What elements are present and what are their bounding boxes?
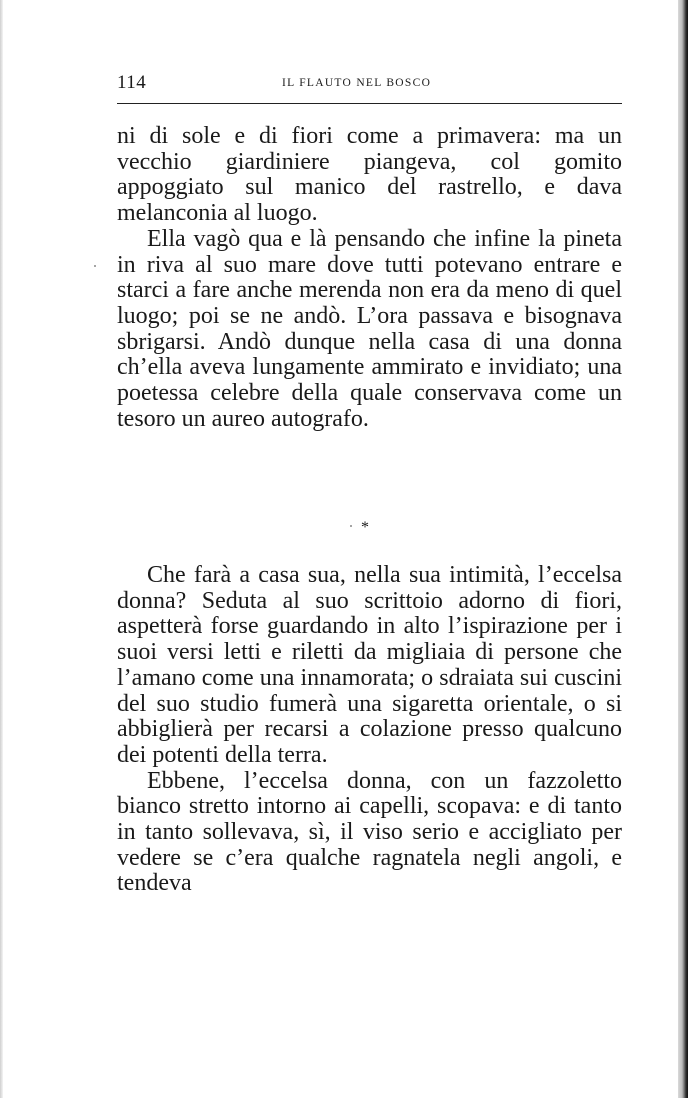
page-spine-shadow xyxy=(678,0,688,1098)
text-block-bottom xyxy=(117,563,622,897)
text-block-top xyxy=(117,124,622,432)
paper-speck xyxy=(94,265,96,267)
paper-speck xyxy=(350,525,352,527)
page-header xyxy=(117,70,622,96)
section-break-asterisk: * xyxy=(361,519,369,536)
header-rule xyxy=(117,103,622,104)
paragraph: Ebbene, l’eccelsa donna, con un fazzoletto bianco stretto intorno ai capelli, scopava: e di tanto in tanto sollevava, sì, il viso serio e accigliato per vedere se c’era qualche ragnatela negli angoli, e tendeva xyxy=(117,767,622,897)
paragraph: Ella vagò qua e là pensando che infine la pineta in riva al suo mare dove tutti potevano entrare e starci a fare anche merenda non era da meno di quel luogo; poi se ne andò. L’ora passava e bisognava sbrigarsi. Andò dunque nella casa di una donna ch’ella aveva lungamente ammirato e invidiato; una poetessa celebre della quale conservava come un tesoro un aureo autografo. xyxy=(117,225,622,432)
paragraph: Che farà a casa sua, nella sua intimità, l’eccelsa donna? Seduta al suo scrittoio adorno di fiori, aspetterà forse guardando in alto l’ispirazione per i suoi versi letti e riletti da migliaia di persone che l’amano come una innamorata; o sdraiata sui cuscini del suo studio fumerà una sigaretta orientale, o si abbiglierà per recarsi a colazione presso qualcuno dei potenti della terra. xyxy=(117,562,622,768)
paragraph-continuation: ni di sole e di fiori come a primavera: ma un vecchio giardiniere piangeva, col gomito appoggiato sul manico del rastrello, e dava melanconia al luogo. xyxy=(117,123,622,227)
running-title: IL FLAUTO NEL BOSCO xyxy=(282,77,432,89)
page-left-shadow xyxy=(0,0,3,1098)
page-number: 114 xyxy=(117,72,147,93)
